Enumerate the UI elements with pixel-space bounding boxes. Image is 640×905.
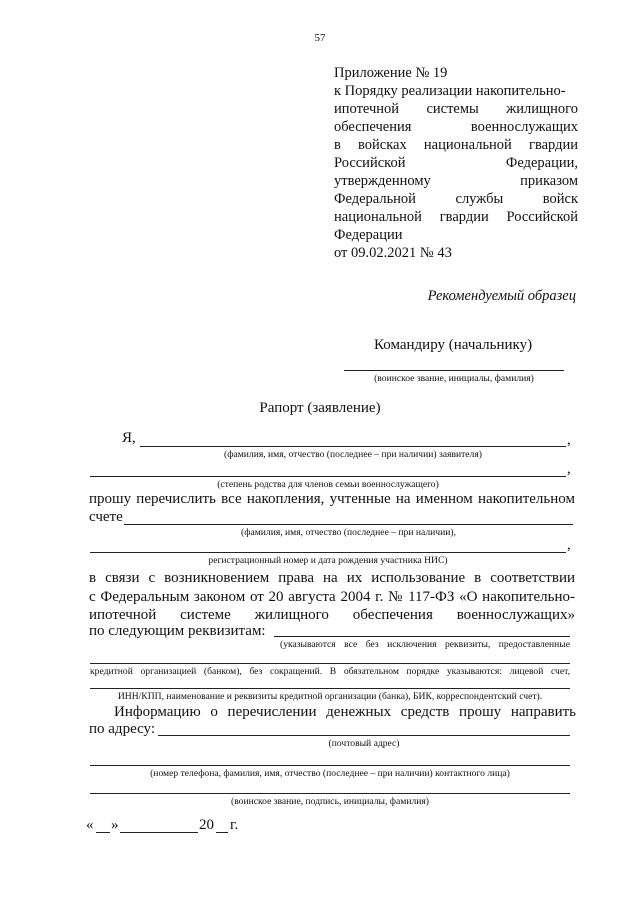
signature-line — [90, 793, 570, 794]
notify-line-1: Информацию о перечислении денежных средств прошу направить — [114, 704, 576, 720]
requisites-caption-2: кредитной организацией (банком), без сокращений. В обязательном порядке указываются: лицевой счет, — [90, 666, 570, 677]
reason-line-4: по следующим реквизитам: — [89, 623, 266, 639]
addressee-line — [344, 370, 564, 371]
date-year-line — [216, 832, 228, 833]
appendix-block — [334, 64, 578, 262]
nis-line — [90, 552, 566, 553]
notify-line-2: по адресу: — [89, 721, 156, 737]
appendix-line: ипотечной системы жилищного — [334, 101, 578, 117]
appendix-line: в войсках национальной гвардии — [334, 137, 578, 153]
requisites-line-2 — [90, 663, 570, 664]
date-day-line — [96, 832, 110, 833]
requisites-line — [274, 636, 570, 637]
appendix-line: национальной гвардии Российской — [334, 209, 578, 225]
sample-label: Рекомендуемый образец — [427, 288, 576, 304]
date-month-line — [120, 832, 198, 833]
reason-line-2: с Федеральным законом от 20 августа 2004 г. № 117-ФЗ «О накопительно- — [89, 589, 575, 605]
requisites-line-3 — [90, 688, 570, 689]
page-number: 57 — [314, 32, 326, 44]
date-suffix: г. — [230, 817, 239, 833]
document-heading: Рапорт (заявление) — [259, 400, 381, 416]
appendix-line: от 09.02.2021 № 43 — [334, 245, 452, 261]
reason-line-1: в связи с возникновением права на их использование в соответствии — [89, 570, 575, 586]
nis-caption: регистрационный номер и дата рождения участника НИС) — [208, 555, 448, 566]
applicant-prefix: Я, — [122, 430, 136, 446]
account-line — [124, 524, 573, 525]
date-year: 20 — [199, 817, 214, 833]
appendix-line: утвержденному приказом — [334, 173, 578, 189]
appendix-line: Федеральной службы войск — [334, 191, 578, 207]
addressee-title: Командиру (начальнику) — [374, 337, 533, 353]
appendix-line: обеспечения военнослужащих — [334, 119, 578, 135]
kinship-line — [90, 476, 566, 477]
address-line — [158, 735, 570, 736]
appendix-line: Российской Федерации, — [334, 155, 578, 171]
contact-line — [90, 765, 570, 766]
applicant-line — [140, 446, 566, 447]
appendix-line: Приложение № 19 — [334, 65, 448, 81]
applicant-caption: (фамилия, имя, отчество (последнее – при наличии) заявителя) — [224, 449, 482, 460]
date-open-quote: « — [86, 817, 94, 833]
request-line-1: прошу перечислить все накопления, учтенные на именном накопительном — [89, 491, 575, 507]
applicant-comma: , — [567, 432, 571, 448]
reason-line-3: ипотечной системе жилищного обеспечения военнослужащих» — [89, 607, 575, 623]
signature-caption: (воинское звание, подпись, инициалы, фамилия) — [231, 796, 429, 807]
account-caption: (фамилия, имя, отчество (последнее – при наличии), — [241, 527, 456, 538]
addressee-caption: (воинское звание, инициалы, фамилия) — [374, 373, 534, 384]
nis-comma: , — [567, 537, 571, 553]
requisites-caption-3: ИНН/КПП, наименование и реквизиты кредитной организации (банка), БИК, корреспондентский счет). — [117, 691, 543, 702]
contact-caption: (номер телефона, фамилия, имя, отчество (последнее – при наличии) контактного лица) — [150, 768, 510, 779]
request-line-2: счете — [89, 509, 123, 525]
kinship-comma: , — [567, 461, 571, 477]
kinship-caption: (степень родства для членов семьи военнослужащего) — [217, 479, 439, 490]
requisites-caption-1: (указываются все без исключения реквизиты, предоставленные — [280, 639, 570, 650]
address-caption: (почтовый адрес) — [328, 738, 400, 749]
date-close-quote: » — [111, 817, 119, 833]
appendix-line: к Порядку реализации накопительно- — [334, 83, 566, 99]
appendix-line: Федерации — [334, 227, 403, 243]
